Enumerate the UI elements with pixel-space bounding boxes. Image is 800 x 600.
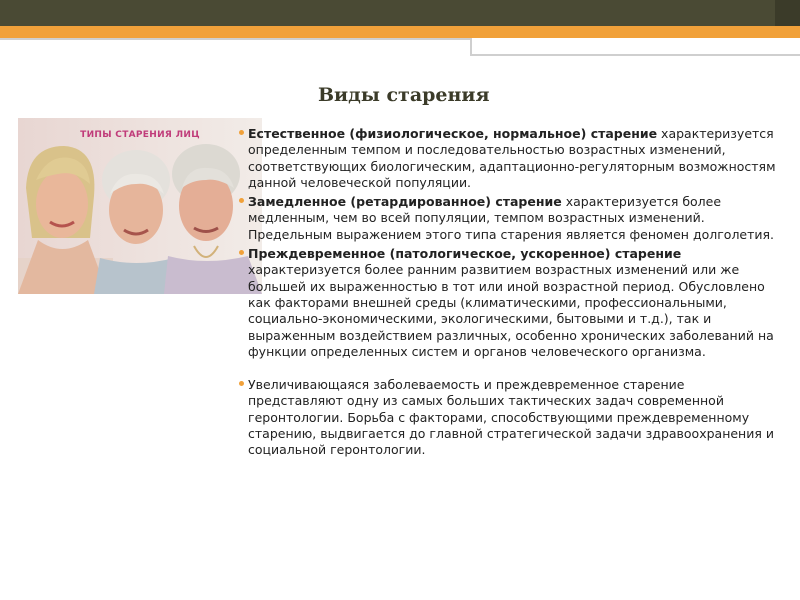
bullet-icon — [239, 381, 244, 386]
definition: характеризуется более медленным, чем во всей популяции, темпом возрастных изменений. Предельным выражением этого типа старения является феномен долголетия. — [248, 194, 775, 242]
header-band-corner — [775, 0, 800, 26]
header-band — [0, 0, 800, 26]
conclusion-text: Увеличивающаяся заболеваемость и преждевременное старение представляют одну из самых больших тактических задач современной геронтологии. Борьба с факторами, способствующими преждевременному старению, выдвигается до главной стратегической задачи здравоохранения и социальной геронтологии. — [248, 377, 774, 458]
photo-caption: ТИПЫ СТАРЕНИЯ ЛИЦ — [80, 130, 200, 140]
paragraph-conclusion — [248, 377, 776, 458]
definition: характеризуется более ранним развитием возрастных изменений или же большей их выраженностью в тот или иной возрастной период. Обусловлено как факторами внешней среды (климатическими, профессиональными, социально-экономическими, экологическими, бытовыми и т.д.), так и выраженным воздействием различных, особенно хронических заболеваний на функции определенных систем и органов человеческого организма. — [248, 262, 774, 359]
term: Преждевременное (патологическое, ускоренное) старение — [248, 246, 682, 262]
paragraph-premature-aging — [248, 246, 776, 360]
slide-title: Виды старения — [318, 84, 490, 106]
definition: характеризуется определенным темпом и последовательностью возрастных изменений, соответствующих биологическим, адаптационно-регуляторным возможностям данной человеческой популяции. — [248, 126, 776, 190]
term: Замедленное (ретардированное) старение — [248, 194, 562, 210]
paragraph-natural-aging — [248, 126, 776, 191]
term: Естественное (физиологическое, нормальное) старение — [248, 126, 658, 141]
faces-illustration — [18, 118, 262, 294]
aging-faces-photo — [18, 118, 262, 294]
divider-line-left — [0, 38, 470, 40]
accent-stripe — [0, 26, 800, 38]
slide-body — [248, 126, 776, 462]
divider-line-right — [470, 54, 800, 56]
paragraph-slow-aging — [248, 194, 776, 243]
bullet-icon — [239, 130, 244, 135]
spacer — [248, 363, 776, 377]
